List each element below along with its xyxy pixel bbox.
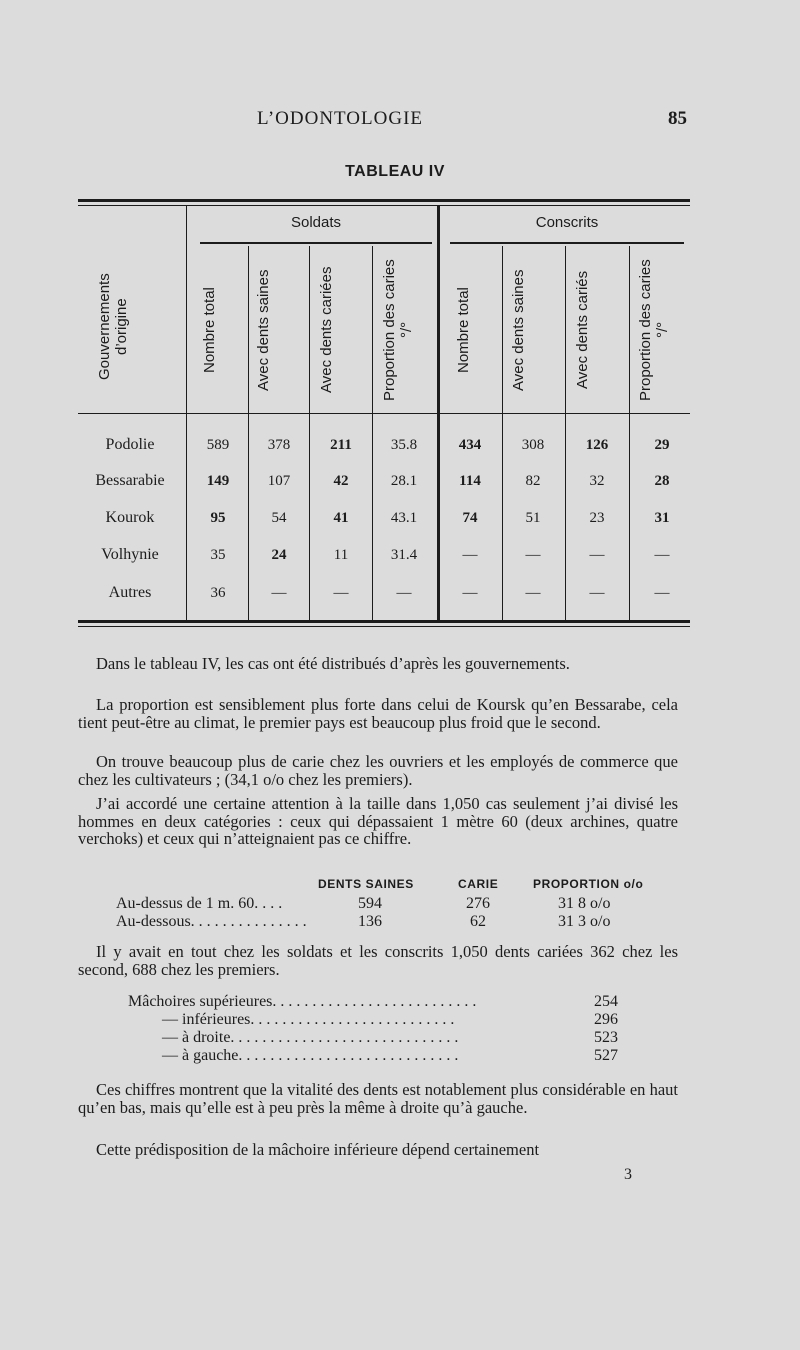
page-number: 85 [668, 108, 687, 129]
book-page: L’ODONTOLOGIE 85 TABLEAU IV Soldats Conscrits Gouvernements d’origine Nombre total Avec dents saines Avec dents cariées Proportion des caries °/° Nombre total Avec dents saines Avec dents cariés Proportion des caries °/° Podolie 589 378 211 35.8 434 308 126 29 Bessarabie 149 107 42 28.1 114 82 32 28 Kourok 95 54 41 43.1 74 51 23 31 Volhynie 35 24 11 31.4 — — — — Autres 36 — — — — — — — Dans le tableau IV, les cas ont été distribués d’après les gouvernements. La proportion est sensiblement plus forte dans celui de Koursk qu’en Bessarabe, cela tient peut-être au climat, le premier pays est beaucoup plus froid que le second. On trouve beaucoup plus de carie chez les ouvriers et les employés de commerce que chez les cultivateurs ; (34,1 o/o chez les premiers). J’ai accordé une certaine attention à la taille dans 1,050 cas seulement j’ai divisé les hommes en deux catégories : ceux qui dépassaient 1 mètre 60 (deux archines, quatre verchoks) et ceux qui n’atteignaient pas ce chiffre. DENTS SAINES CARIE PROPORTION o/o Au-dessus de 1 m. 60. . . . 594 276 31 8 o/o Au-dessous. . . . . . . . . . . . . . . 136 62 31 3 o/o Il y avait en tout chez les soldats et les conscrits 1,050 dents cariées 362 chez les second, 688 chez les premiers. Mâchoires supérieures. . . . . . . . . . . . . . . . . . . . . . . . . . 254 — inférieures. . . . . . . . . . . . . . . . . . . . . . . . . . 296 — à droite. . . . . . . . . . . . . . . . . . . . . . . . . . . . . 523 — à gauche. . . . . . . . . . . . . . . . . . . . . . . . . . . . 527 Ces chiffres montrent que la vitalité des dents est notablement plus considérable en haut qu’en bas, mais qu’elle est à peu près la même à droite qu’à gauche. Cette prédisposition de la mâchoire inférieure dépend certainement 3 [0, 0, 800, 1350]
col-header-soldats-proportion: Proportion des caries °/° [381, 259, 415, 401]
paragraph: Dans le tableau IV, les cas ont été distribués d’après les gouvernements. [96, 654, 570, 673]
col-header-conscrits-caries: Avec dents cariés [574, 270, 591, 390]
col-header-soldats-saines: Avec dents saines [255, 269, 272, 391]
stat-label: Au-dessous. . . . . . . . . . . . . . . [116, 913, 307, 930]
stat-label: Au-dessus de 1 m. 60. . . . [116, 895, 283, 912]
table-bottom-rule [78, 620, 690, 623]
list-item: — à gauche. . . . . . . . . . . . . . . . . . . . . . . . . . . . [162, 1047, 459, 1064]
running-head: L’ODONTOLOGIE [256, 108, 424, 129]
paragraph: J’ai accordé une certaine attention à la taille dans 1,050 cas seulement j’ai divisé les hommes en deux catégories : ceux qui dépassaient 1 mètre 60 (deux archines, quatre verchoks) et ceux qui n’atteignaient pas ce chiffre. [78, 794, 678, 848]
list-item: — inférieures. . . . . . . . . . . . . . . . . . . . . . . . . . [162, 1011, 455, 1028]
col-header-conscrits-total: Nombre total [455, 287, 472, 373]
col-header-conscrits-saines: Avec dents saines [510, 269, 527, 391]
col-header-origin: Gouvernements d’origine [96, 273, 130, 381]
table-top-rule [78, 199, 690, 202]
list-item: Mâchoires supérieures. . . . . . . . . . . . . . . . . . . . . . . . . . [128, 993, 477, 1010]
col-header-soldats-cariees: Avec dents cariées [318, 266, 335, 394]
stat-header: CARIE [458, 877, 499, 891]
col-header-conscrits-proportion: Proportion des caries °/° [637, 259, 671, 401]
col-header-soldats-total: Nombre total [201, 287, 218, 373]
list-item: — à droite. . . . . . . . . . . . . . . . . . . . . . . . . . . . . [162, 1029, 459, 1046]
signature-mark: 3 [624, 1166, 632, 1183]
stat-header: PROPORTION o/o [533, 877, 644, 891]
paragraph: Cette prédisposition de la mâchoire inférieure dépend certainement [96, 1140, 540, 1159]
paragraph: Ces chiffres montrent que la vitalité des dents est notablement plus considérable en haut qu’en bas, mais qu’elle est à peu près la même à droite qu’à gauche. [78, 1080, 678, 1117]
paragraph: La proportion est sensiblement plus forte dans celui de Koursk qu’en Bessarabe, cela tient peut-être au climat, le premier pays est beaucoup plus froid que le second. [78, 695, 678, 732]
paragraph: Il y avait en tout chez les soldats et les conscrits 1,050 dents cariées 362 chez les second, 688 chez les premiers. [78, 942, 678, 979]
header-rule [78, 413, 690, 414]
table-title: TABLEAU IV [345, 163, 445, 180]
group-conscrits: Conscrits [535, 214, 599, 231]
stat-header: DENTS SAINES [318, 877, 414, 891]
group-soldats: Soldats [290, 214, 342, 231]
paragraph: On trouve beaucoup plus de carie chez les ouvriers et les employés de commerce que chez les cultivateurs ; (34,1 o/o chez les premiers). [78, 752, 678, 789]
table-top-rule-thin [78, 205, 690, 206]
